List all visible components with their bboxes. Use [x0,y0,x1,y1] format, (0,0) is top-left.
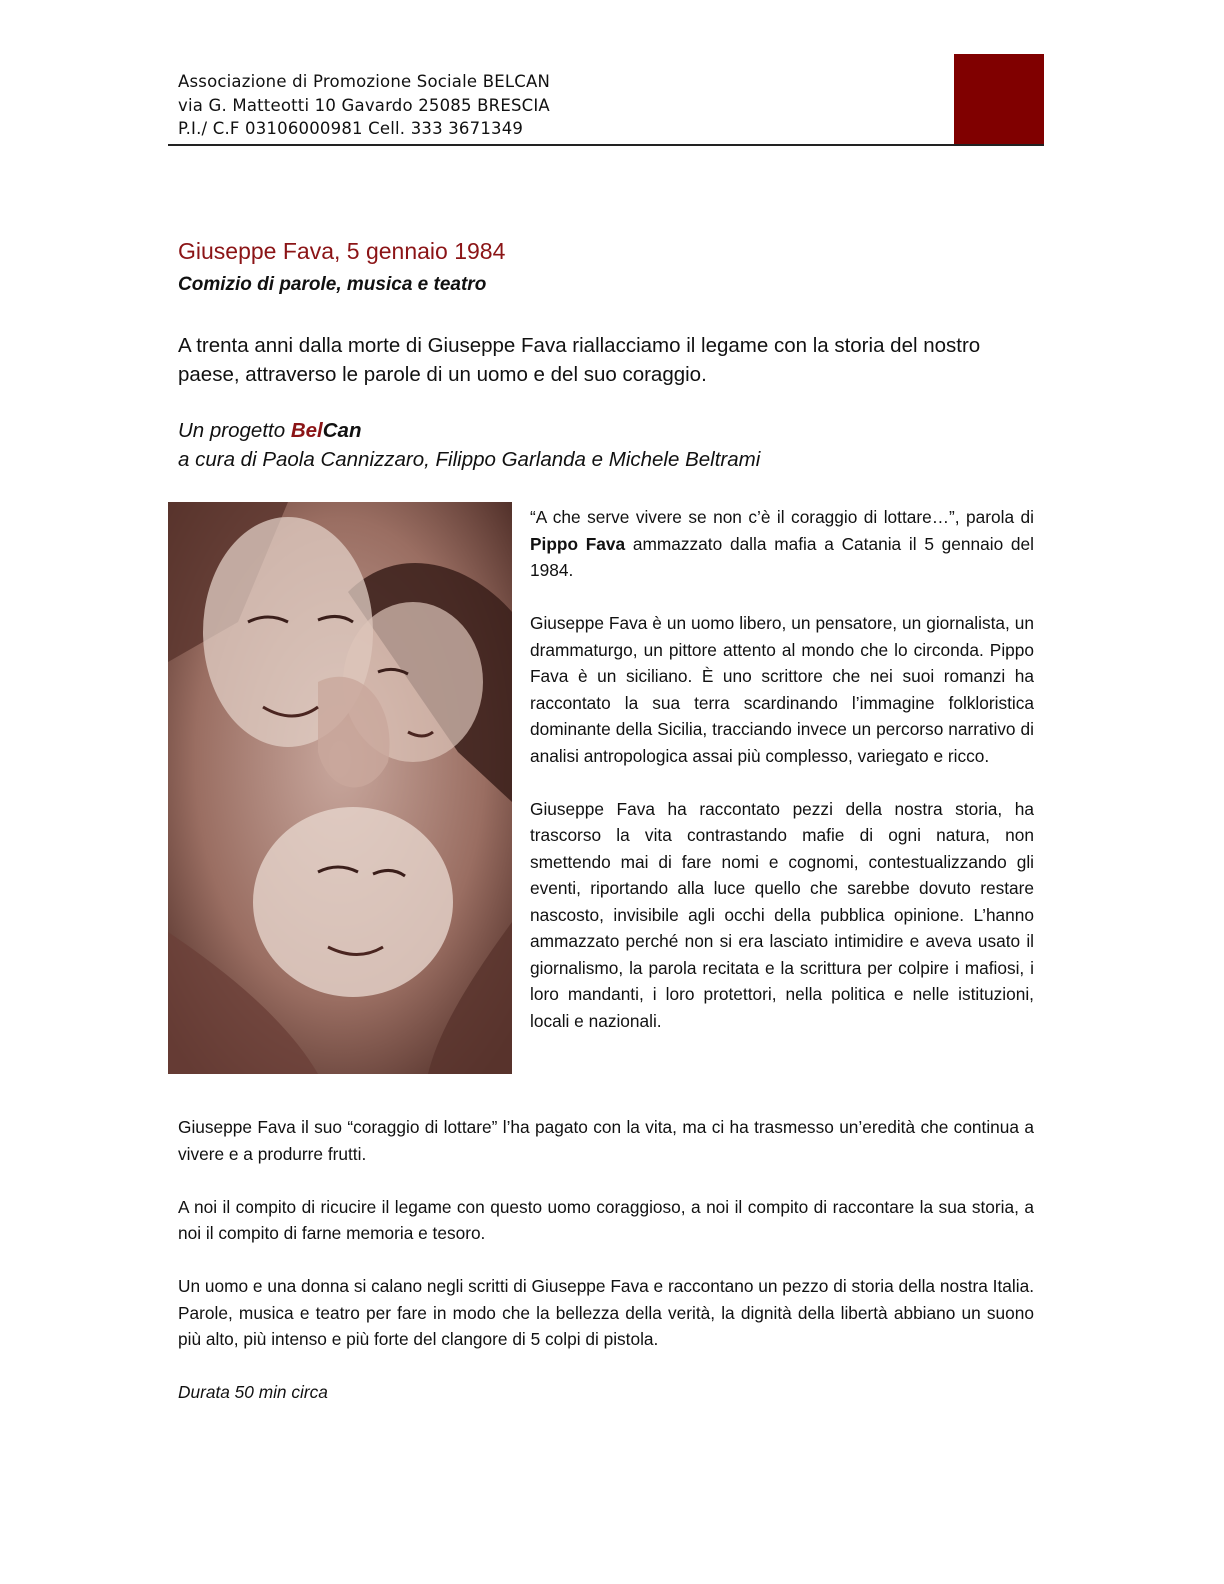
quote-text-end: ammazzato dalla mafia a Catania il 5 gennaio del 1984. [530,533,1034,580]
association-info [178,70,550,141]
closing-section [178,1114,1034,1432]
painting-image [168,502,512,1074]
quote-text-start: “A che serve vivere se non c’è il coraggio di lottare…”, parola di [530,507,1034,527]
association-name: Associazione di Promozione Sociale BELCAN [178,72,550,91]
letterhead [168,54,1044,146]
performance-paragraph: Un uomo e una donna si calano negli scritti di Giuseppe Fava e raccontano un pezzo di storia della nostra Italia. Parole, musica e teatro per fare in modo che la bellezza della verità, la dignità della libertà abbiano un suono più alto, più intenso e più forte del clangore di 5 colpi di pistola. [178,1276,1034,1349]
intro-paragraph: A trenta anni dalla morte di Giuseppe Fava riallacciamo il legame con la storia del nostro paese, attraverso le parole di un uomo e del suo coraggio. [178,334,981,386]
memory-paragraph: A noi il compito di ricucire il legame con questo uomo coraggioso, a noi il compito di raccontare la sua storia, a noi il compito di farne memoria e tesoro. [178,1196,1034,1243]
face-lower [253,807,453,997]
side-column-text [530,504,1034,1061]
duration-note: Durata 50 min circa [178,1382,328,1402]
curators-credit: a cura di Paola Cannizzaro, Filippo Garlanda e Michele Beltrami [178,448,761,471]
header-divider [168,144,1044,146]
brand-bel: Bel [290,419,323,442]
history-paragraph: Giuseppe Fava ha raccontato pezzi della nostra storia, ha trascorso la vita contrastando mafie di ogni natura, non smettendo mai di fare nomi e cognomi, contestualizzando gli eventi, riportando alla luce quello che sarebbe dovuto restare nascosto, invisibile agli occhi della pubblica opinione. L’hanno ammazzato perché non si era lasciato intimidire e aveva usato il giornalismo, la parola recitata e la scrittura per colpire i mafiosi, i loro mandanti, i loro protettori, nella politica e nelle istituzioni, locali e nazionali. [530,798,1034,1031]
association-tax-phone: P.I./ C.F 03106000981 Cell. 333 3671349 [178,119,524,138]
quote-name: Pippo Fava [530,533,626,554]
brand-color-block [954,54,1044,144]
biography-paragraph: Giuseppe Fava è un uomo libero, un pensatore, un giornalista, un drammaturgo, un pittore attento al mondo che lo circonda. Pippo Fava è un siciliano. È uno scrittore che nei suoi romanzi ha raccontato la sua terra scardinando l’immagine folkloristica dominante della Sicilia, tracciando invece un percorso narrativo di analisi antropologica assai più complesso, variegato e ricco. [530,613,1034,766]
project-prefix: Un progetto [178,419,291,442]
association-address: via G. Matteotti 10 Gavardo 25085 BRESCIA [178,95,550,115]
project-credit [178,419,361,443]
page-title: Giuseppe Fava, 5 gennaio 1984 [178,238,506,264]
legacy-paragraph: Giuseppe Fava il suo “coraggio di lottare” l’ha pagato con la vita, ma ci ha trasmesso un’eredità che continua a vivere e a produrre frutti. [178,1117,1034,1164]
quote-paragraph [530,504,1034,584]
brand-can: Can [322,419,362,442]
page-subtitle: Comizio di parole, musica e teatro [178,274,487,295]
